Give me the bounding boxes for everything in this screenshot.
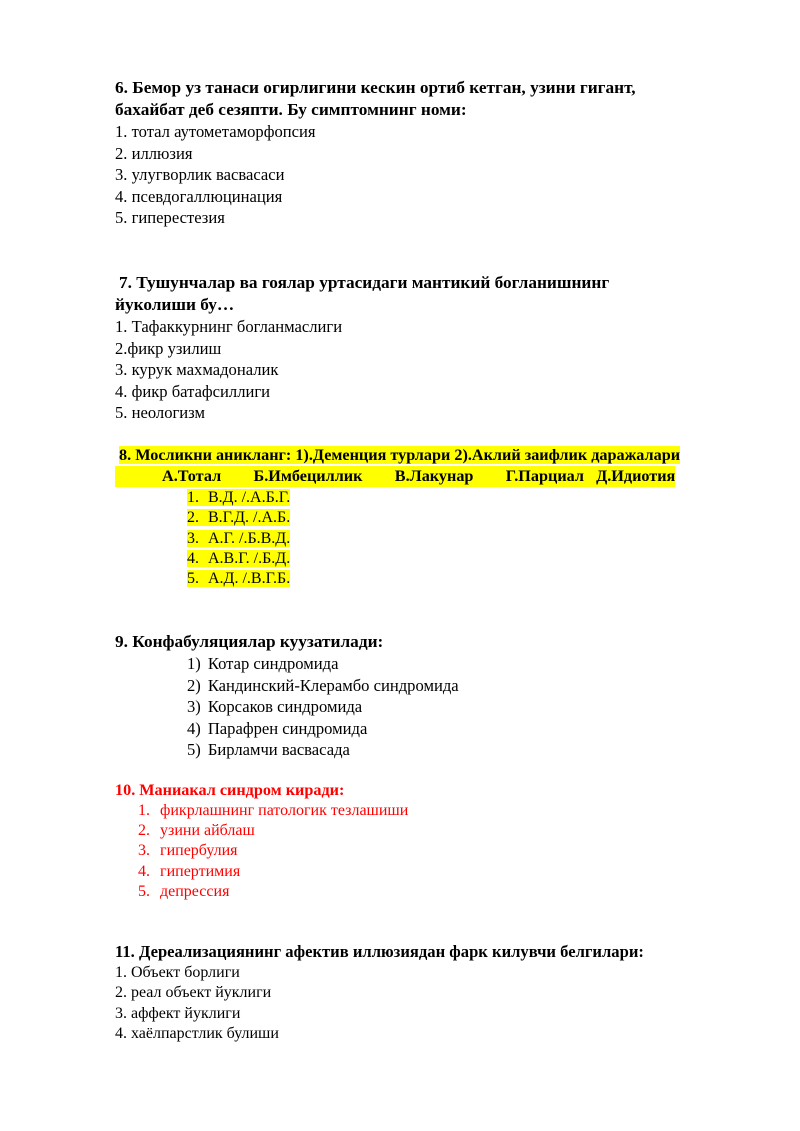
- answer-option: 1. В.Д. /.А.Б.Г.: [187, 489, 291, 506]
- answer-option: 4. гипертимия: [138, 862, 241, 880]
- answer-option: 2.фикр узилиш: [115, 338, 222, 358]
- question-8-title: 8. Мосликни аникланг: 1).Деменция турлари 2).Аклий заифлик даражалари: [119, 446, 681, 464]
- question-6-title: 6. Бемор уз танаси огирлигини кескин ортиб кетган, узини гигант, бахайбат деб сезяпти. Бу симптомнинг номи:: [115, 78, 636, 119]
- question-6-answers: [115, 121, 775, 229]
- answer-option: 3) Корсаков синдромида: [187, 697, 363, 717]
- question-7: [115, 272, 775, 424]
- answer-option: 2. узини айблаш: [138, 822, 255, 840]
- answer-option: 1. Объект борлиги: [115, 964, 240, 981]
- question-8: [115, 445, 795, 589]
- answer-option: 4. псевдогаллюцинация: [115, 186, 283, 206]
- answer-option: 1. фикрлашнинг патологик тезлашиши: [138, 802, 409, 819]
- answer-option: 3. курук махмадоналик: [115, 360, 279, 380]
- answer-option: 2. В.Г.Д. /.А.Б.: [187, 509, 291, 527]
- question-11-answers: [115, 963, 775, 1044]
- answer-option: 4. хаёлпарстлик булиши: [115, 1024, 279, 1042]
- answer-option: 3. гипербулия: [138, 842, 238, 860]
- answer-option: 3. улугворлик васвасаси: [115, 165, 285, 185]
- answer-option: 4) Парафрен синдромида: [187, 718, 368, 738]
- answer-option: 2) Кандинский-Клерамбо синдромида: [187, 675, 459, 695]
- question-7-title: 7. Тушунчалар ва гоялар уртасидаги мантикий богланишнинг йуколиши бу…: [115, 273, 610, 314]
- answer-option: 1. тотал аутометаморфопсия: [115, 122, 316, 141]
- answer-option: 1. Тафаккурнинг богланмаслиги: [115, 317, 343, 336]
- answer-option: 3. аффект йуклиги: [115, 1004, 241, 1022]
- answer-option: 4. А.В.Г. /.Б.Д.: [187, 549, 291, 567]
- question-11: [115, 941, 775, 1044]
- answer-option: 5. А.Д. /.В.Г.Б.: [187, 570, 291, 588]
- question-8-answers: [187, 488, 795, 589]
- question-11-title: 11. Дереализациянинг афектив иллюзиядан фарк килувчи белгилари:: [115, 942, 644, 961]
- answer-option: 5) Бирламчи васвасада: [187, 740, 350, 760]
- answer-option: 4. фикр батафсиллиги: [115, 381, 271, 401]
- question-9: [115, 631, 775, 761]
- question-10: [115, 780, 775, 902]
- question-10-title: 10. Маниакал синдром киради:: [115, 781, 345, 799]
- answer-option: 2. иллюзия: [115, 143, 193, 163]
- question-7-answers: [115, 316, 775, 424]
- answer-option: 3. А.Г. /.Б.В.Д.: [187, 529, 291, 547]
- question-9-answers: [187, 653, 775, 761]
- answer-option: 5. неологизм: [115, 403, 206, 423]
- answer-option: 1) Котар синдромида: [187, 654, 339, 673]
- question-9-title: 9. Конфабуляциялар куузатилади:: [115, 632, 384, 651]
- question-6: [115, 77, 775, 229]
- question-10-answers: [138, 801, 775, 902]
- answer-option: 5. гиперестезия: [115, 208, 225, 228]
- answer-option: 2. реал объект йуклиги: [115, 984, 272, 1002]
- answer-option: 5. депрессия: [138, 882, 230, 900]
- question-8-options-line: А.Тотал Б.Имбециллик В.Лакунар Г.Парциал Д.Идиотия: [115, 466, 675, 487]
